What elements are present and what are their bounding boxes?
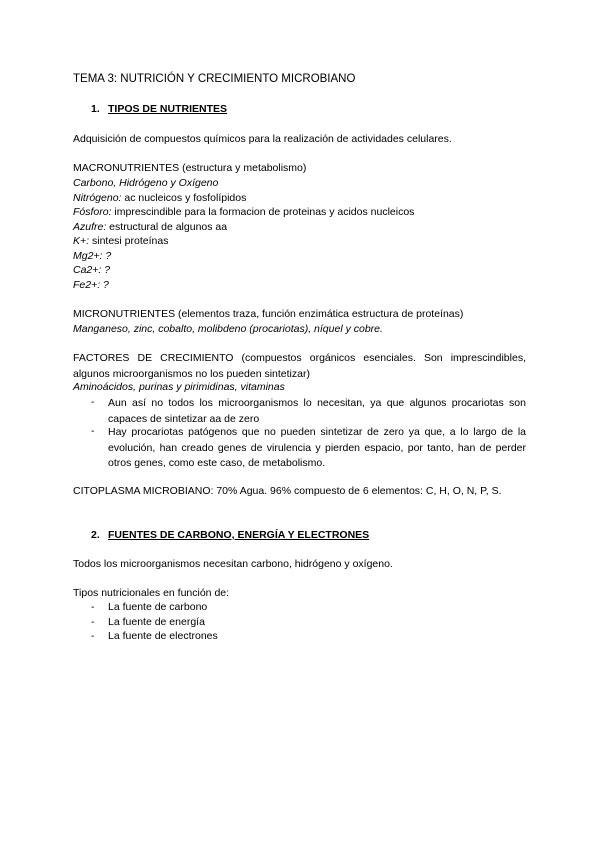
section-2-heading: FUENTES DE CARBONO, ENERGÍA Y ELECTRONES bbox=[108, 529, 370, 541]
section-2-intro: Todos los microorganismos necesitan carbono, hidrógeno y oxígeno. bbox=[73, 558, 393, 570]
section-1-number: 1. bbox=[91, 103, 100, 115]
citoplasma-line: CITOPLASMA MICROBIANO: 70% Agua. 96% compuesto de 6 elementos: C, H, O, N, P, S. bbox=[73, 485, 502, 497]
macro-line bbox=[73, 221, 227, 234]
micronutrientes-heading: MICRONUTRIENTES (elementos traza, función enzimática estructura de proteínas) bbox=[73, 308, 464, 320]
macro-label: Ca2+: ? bbox=[73, 264, 111, 276]
macro-line bbox=[73, 206, 414, 219]
macro-line bbox=[73, 192, 246, 205]
tipos-bullet: La fuente de carbono bbox=[108, 601, 208, 613]
macro-text: imprescindible para la formacion de proteinas y acidos nucleicos bbox=[111, 206, 415, 218]
macro-text: sintesi proteínas bbox=[89, 235, 169, 247]
factores-bullet: Hay procariotas patógenos que no pueden sintetizar de zero ya que, a lo largo de la evolución, han creado genes de virulencia y pierden espacio, por tanto, han de perder otros genes, como este caso, de metabolismo. bbox=[108, 426, 526, 469]
macro-label: Carbono, Hidrógeno y Oxígeno bbox=[73, 177, 219, 189]
macro-line bbox=[73, 264, 110, 277]
macro-text: ac nucleicos y fosfolípidos bbox=[121, 192, 247, 204]
factores-examples: Aminoácidos, purinas y pirimidinas, vitaminas bbox=[73, 381, 285, 393]
macro-line bbox=[73, 250, 111, 263]
tipos-bullet: La fuente de electrones bbox=[108, 630, 218, 642]
macro-line bbox=[73, 279, 109, 292]
bullet-dash: - bbox=[91, 616, 95, 628]
bullet-dash: - bbox=[91, 425, 95, 437]
factores-heading: FACTORES DE CRECIMIENTO (compuestos orgánicos esenciales. Son imprescindibles, algunos microorganismos no los pueden sintetizar) bbox=[73, 352, 526, 380]
macro-text: estructural de algunos aa bbox=[106, 221, 228, 233]
tipos-bullet: La fuente de energía bbox=[108, 616, 205, 628]
bullet-dash: - bbox=[91, 396, 95, 408]
macro-line bbox=[73, 235, 168, 248]
macro-label: Azufre: bbox=[73, 221, 107, 233]
macro-label: Mg2+: ? bbox=[73, 250, 112, 262]
factores-bullet: Aun así no todos los microorganismos lo necesitan, ya que algunos procariotas son capaces de sintetizar aa de zero bbox=[108, 397, 526, 425]
macro-label: Nitrógeno: bbox=[73, 192, 122, 204]
macro-label: K+: bbox=[73, 235, 90, 247]
macro-line bbox=[73, 177, 218, 190]
tipos-heading: Tipos nutricionales en función de: bbox=[73, 587, 230, 599]
section-2-number: 2. bbox=[91, 529, 100, 541]
bullet-dash: - bbox=[91, 601, 95, 613]
page-title: TEMA 3: NUTRICIÓN Y CRECIMIENTO MICROBIANO bbox=[73, 73, 356, 85]
section-1-heading: TIPOS DE NUTRIENTES bbox=[108, 103, 228, 115]
section-1-intro: Adquisición de compuestos químicos para la realización de actividades celulares. bbox=[73, 133, 452, 145]
micronutrientes-examples: Manganeso, zinc, cobalto, molibdeno (procariotas), níquel y cobre. bbox=[73, 323, 383, 335]
macronutrientes-heading: MACRONUTRIENTES (estructura y metabolismo) bbox=[73, 162, 307, 174]
bullet-dash: - bbox=[91, 630, 95, 642]
macro-label: Fe2+: ? bbox=[73, 279, 109, 291]
macro-label: Fósforo: bbox=[73, 206, 112, 218]
